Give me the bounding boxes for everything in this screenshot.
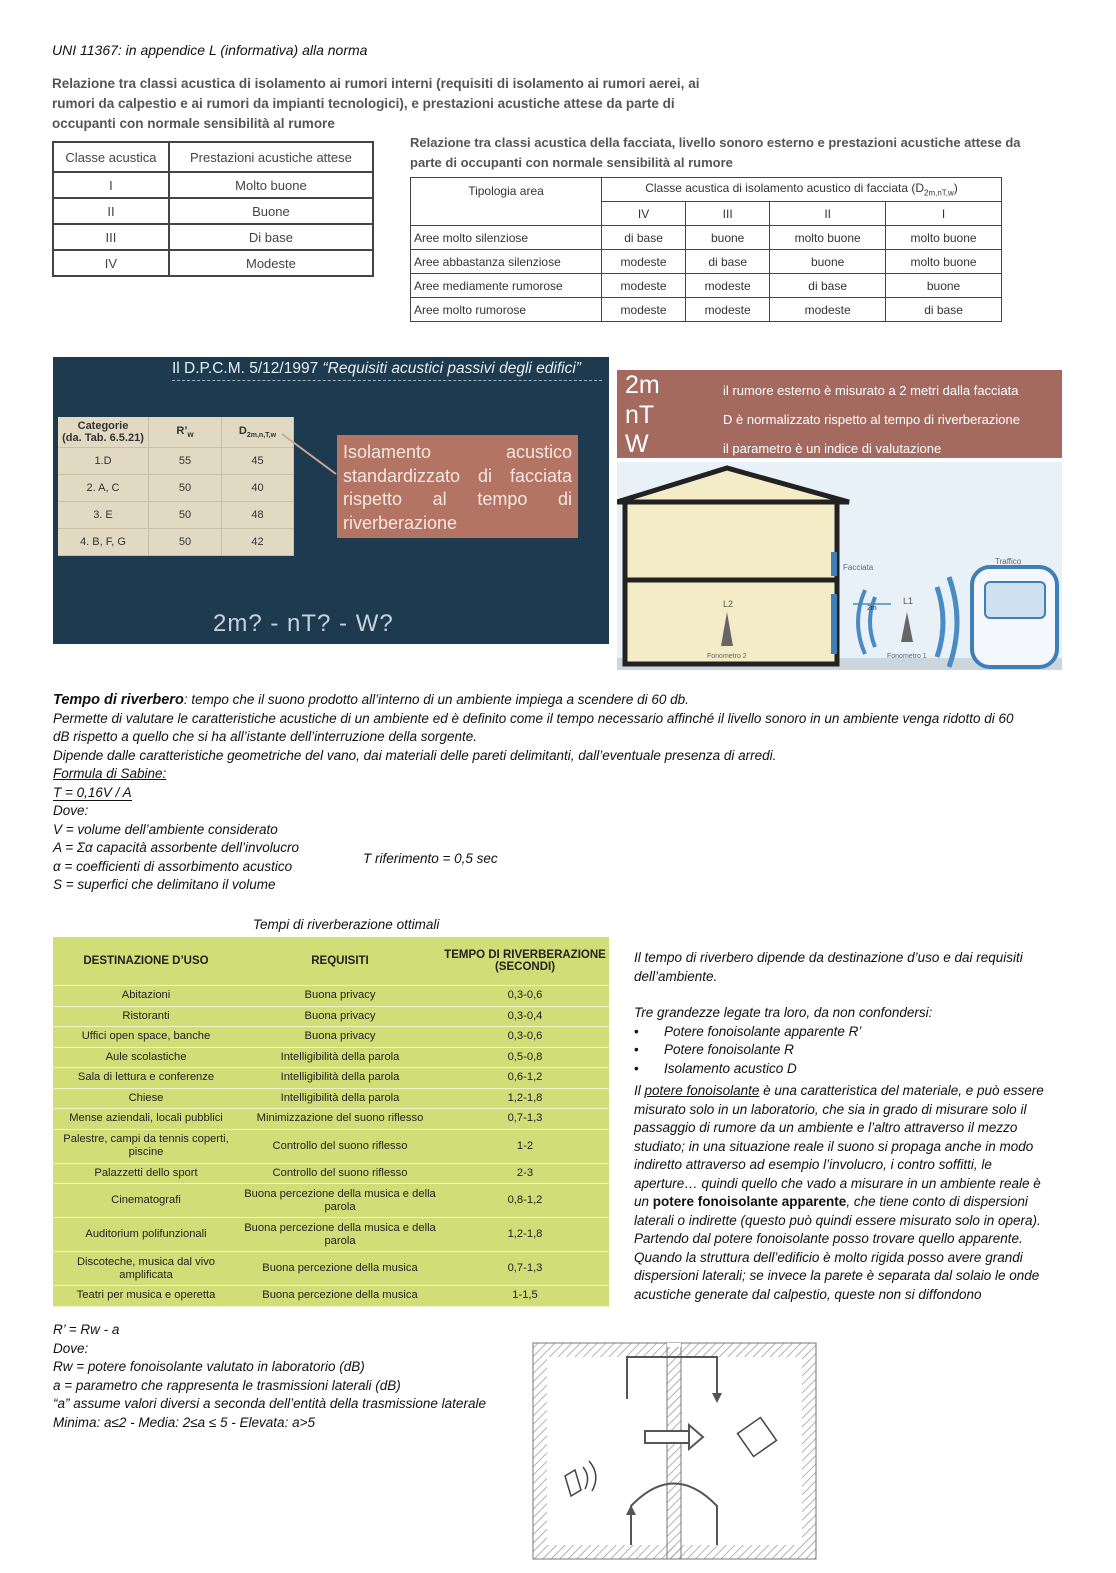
t-riferimento: T riferimento = 0,5 sec — [363, 851, 498, 866]
p3a: Il — [634, 1083, 645, 1098]
rw-header: R’ — [176, 424, 188, 437]
table-row — [53, 1163, 609, 1184]
table-cell: 0,3-0,6 — [441, 986, 609, 1007]
table-header-row — [411, 178, 1002, 202]
def-s: S = superfici che delimitano il volume — [53, 877, 276, 892]
facciata-label: Facciata — [843, 563, 874, 572]
rprime-dove: Dove: — [53, 1340, 89, 1356]
dpcm-title — [172, 360, 581, 378]
table-cell: 42 — [222, 529, 294, 556]
table-cell: modeste — [602, 274, 686, 298]
table-row — [58, 529, 294, 556]
table-cell: Controllo del suono riflesso — [239, 1129, 441, 1163]
table-cell: 2-3 — [441, 1163, 609, 1184]
p3c: , che tiene conto di dispersioni laterali o indirette (questo può quindi essere misurato solo in opera). — [634, 1194, 1041, 1228]
table-row — [53, 986, 609, 1007]
table-header: II — [770, 202, 886, 226]
legend-key-nt: nT — [625, 401, 655, 429]
list-item: • Isolamento acustico D — [634, 1060, 1054, 1079]
traffico-label: Traffico — [995, 557, 1022, 566]
rprime-a: a = parametro che rappresenta le trasmissioni laterali (dB) — [53, 1377, 401, 1393]
pointer-arrow-icon — [280, 430, 340, 480]
table-row — [53, 1129, 609, 1163]
table-cell: Cinematografi — [53, 1184, 239, 1218]
reverb-def: : tempo che il suono prodotto all’interno di un ambiente impiega a scendere di 60 db. — [183, 692, 689, 707]
table-cell: modeste — [602, 298, 686, 322]
table-cell: Aree abbastanza silenziose — [411, 250, 602, 274]
sabine-formula — [53, 784, 1063, 803]
table-cell: Teatri per musica e operetta — [53, 1286, 239, 1307]
window-upper — [831, 552, 837, 576]
reverb-definition — [53, 691, 1063, 895]
table-cell: molto buone — [886, 250, 1002, 274]
table-cell: Palestre, campi da tennis coperti, piscine — [53, 1129, 239, 1163]
table-row — [53, 1218, 609, 1252]
bus-window — [985, 582, 1045, 618]
table-cell: Molto buone — [169, 172, 373, 198]
sound-waves-right-icon — [937, 577, 957, 667]
d-header: D — [238, 424, 247, 437]
reverb-line-1 — [53, 691, 1063, 710]
table-header: Prestazioni acustiche attese — [169, 142, 373, 172]
header-note: UNI 11367: in appendice L (informativa) alla norma — [52, 42, 368, 58]
table-cell: II — [53, 198, 169, 224]
rw-header-sub: w — [187, 430, 194, 440]
table-cell: Intelligibilità della parola — [239, 1068, 441, 1089]
table-row — [53, 224, 373, 250]
optimal-caption: Tempi di riverberazione ottimali — [253, 917, 440, 932]
sound-waves-left-icon — [858, 590, 875, 654]
table-cell: 1,2-1,8 — [441, 1088, 609, 1109]
table-cell: 0,8-1,2 — [441, 1184, 609, 1218]
table-cell: Abitazioni — [53, 986, 239, 1007]
table-row — [411, 250, 1002, 274]
table-row — [53, 1088, 609, 1109]
table-cell: Intelligibilità della parola — [239, 1088, 441, 1109]
table-row — [53, 1286, 609, 1307]
p3u: potere fonoisolante — [644, 1083, 760, 1098]
list-item: • Potere fonoisolante apparente R’ — [634, 1023, 1054, 1042]
table-row — [411, 226, 1002, 250]
legend-value-w: il parametro è un indice di valutazione — [723, 441, 942, 456]
class-header-sub: 2m,nT,w — [924, 188, 954, 198]
table-cell: 50 — [149, 502, 222, 529]
table-cell: 0,6-1,2 — [441, 1068, 609, 1089]
fonometro-2-label: Fonometro 2 — [707, 653, 747, 660]
table-cell: Minimizzazione del suono riflesso — [239, 1109, 441, 1130]
table-cell: Discoteche, musica dal vivo amplificata — [53, 1252, 239, 1286]
d-header-sub: 2m,n,T,w — [246, 432, 277, 440]
table-header: TEMPO DI RIVERBERAZIONE (SECONDI) — [441, 937, 609, 986]
table-cell: molto buone — [770, 226, 886, 250]
legend-key-2m: 2m — [625, 371, 660, 399]
table-row — [53, 198, 373, 224]
table-cell: I — [53, 172, 169, 198]
table-header: IV — [602, 202, 686, 226]
table-header — [149, 417, 222, 448]
table-row — [58, 448, 294, 475]
table-cell: 0,7-1,3 — [441, 1252, 609, 1286]
table-header: Classe acustica — [53, 142, 169, 172]
legend-value-2m: il rumore esterno è misurato a 2 metri dalla facciata — [723, 383, 1019, 398]
table-header-row — [53, 142, 373, 172]
sabine-title: Formula di Sabine: — [53, 766, 167, 781]
facade-rel-title-line: parte di occupanti con normale sensibilità al rumore — [410, 155, 733, 170]
class-header-text: Classe acustica di isolamento acustico di facciata (D — [645, 181, 924, 196]
l2-label: L2 — [723, 599, 734, 609]
table-cell: 1.D — [58, 448, 149, 475]
list-item: • Potere fonoisolante R — [634, 1041, 1054, 1060]
dpcm-title-prefix: Il D.P.C.M. 5/12/1997 — [172, 360, 323, 377]
table-cell: 50 — [149, 529, 222, 556]
def-v: V = volume dell’ambiente considerato — [53, 821, 278, 837]
table-row — [58, 502, 294, 529]
fonometro-1-icon — [901, 612, 913, 642]
table-header: III — [686, 202, 770, 226]
table-row — [53, 250, 373, 276]
p3b: è una caratteristica del materiale, e può essere misurato solo in un laboratorio, che sia in grado di misurare solo il passaggio di rumore da un ambiente e l’altro attraverso il mezzo studiato; in una situazione reale il suono si propaga anche in modo indiretto attraverso ad esempio l’involucro, i contro soffitti, le aperture… quindi quello che vado a misurare in un ambiente reale è un — [634, 1083, 1044, 1209]
table-cell: di base — [886, 298, 1002, 322]
partition-wall — [667, 1343, 681, 1559]
right-p1: Il tempo di riverbero dipende da destinazione d’uso e dai requisiti dell’ambiente. — [634, 950, 1023, 984]
rprime-a3: Minima: a≤2 - Media: 2≤a ≤ 5 - Elevata: a>5 — [53, 1414, 315, 1430]
table-row — [53, 1252, 609, 1286]
table-cell: Modeste — [169, 250, 373, 276]
table-cell: Intelligibilità della parola — [239, 1047, 441, 1068]
rprime-formula: R’ = Rw - a — [53, 1322, 120, 1337]
legend-key-w: W — [625, 430, 649, 458]
table-cell: Buone — [169, 198, 373, 224]
table-cell: 1,2-1,8 — [441, 1218, 609, 1252]
table-cell: Aree molto silenziose — [411, 226, 602, 250]
internal-rel-title-line: Relazione tra classi acustica di isolamento ai rumori interni (requisiti di isolamento ai rumori aerei, ai — [52, 76, 700, 91]
table-cell: 1-1,5 — [441, 1286, 609, 1307]
reverb-line-2: Permette di valutare le caratteristiche acustiche di un ambiente ed è definito come il tempo necessario affinché il livello sonoro in un ambiente venga ridotto di 60 — [53, 710, 1014, 726]
spacer — [634, 986, 1054, 1004]
right-p4: Partendo dal potere fonoisolante posso trovare quello apparente. Quando la struttura dell’edificio è molto rigida posso avere grandi dispersioni laterali; se invece la parete è separata dal solaio le onde acustiche generate dal calpestio, queste non si diffondono — [634, 1231, 1040, 1302]
table-cell: 2. A, C — [58, 475, 149, 502]
internal-rel-title-line: rumori da calpestio e ai rumori da impianti tecnologici), e prestazioni acustiche attese da parte di — [52, 96, 675, 111]
table-row — [411, 298, 1002, 322]
table-header-class — [602, 178, 1002, 202]
right-column-text — [634, 949, 1054, 1304]
distance-label: 2m — [867, 605, 877, 612]
def-alpha: α = coefficienti di assorbimento acustico — [53, 858, 293, 874]
sabine-formula-text: T = 0,16V / A — [53, 784, 132, 800]
table-header — [58, 417, 149, 448]
dove-label: Dove: — [53, 803, 89, 818]
table-cell: IV — [53, 250, 169, 276]
table-cell: buone — [686, 226, 770, 250]
table-header-row — [53, 937, 609, 986]
table-cell: Buona percezione della musica e della parola — [239, 1184, 441, 1218]
table-cell: modeste — [770, 298, 886, 322]
def-a: A = Σα capacità assorbente dell’involucro — [53, 840, 300, 855]
table-cell: Buona percezione della musica — [239, 1286, 441, 1307]
rprime-rw: Rw = potere fonoisolante valutato in laboratorio (dB) — [53, 1359, 365, 1374]
table-cell: molto buone — [886, 226, 1002, 250]
table-cell: buone — [770, 250, 886, 274]
table-cell: 50 — [149, 475, 222, 502]
table-cell: modeste — [686, 274, 770, 298]
partition-gap — [667, 1343, 681, 1347]
table-header: DESTINAZIONE D’USO — [53, 937, 239, 986]
table-cell: Di base — [169, 224, 373, 250]
internal-rel-title-line: occupanti con normale sensibilità al rumore — [52, 116, 335, 131]
rprime-block — [53, 1321, 523, 1432]
plan-svg — [531, 1341, 818, 1561]
facade-rel-title-line: Relazione tra classi acustica della facciata, livello sonoro esterno e prestazioni acustiche attese da — [410, 135, 1021, 150]
table-row — [53, 1184, 609, 1218]
facade-class-table — [410, 177, 1002, 322]
table-cell: Controllo del suono riflesso — [239, 1163, 441, 1184]
table-cell: di base — [770, 274, 886, 298]
right-p2: Tre grandezze legate tra loro, da non confondersi: — [634, 1005, 933, 1020]
table-cell: III — [53, 224, 169, 250]
house-roof — [617, 468, 849, 502]
table-cell: 3. E — [58, 502, 149, 529]
facade-measurement-illustration — [617, 462, 1062, 670]
table-cell: Buona privacy — [239, 1027, 441, 1048]
cat-header-2: (da. Tab. 6.5.21) — [62, 432, 144, 444]
table-cell: 0,3-0,6 — [441, 1027, 609, 1048]
dpcm-divider — [172, 380, 602, 381]
table-cell: 4. B, F, G — [58, 529, 149, 556]
facade-rel-title — [410, 133, 1021, 173]
table-row — [58, 475, 294, 502]
legend-banner — [617, 370, 1062, 458]
table-cell: Aree molto rumorose — [411, 298, 602, 322]
window-lower — [831, 594, 837, 654]
table-cell: 0,7-1,3 — [441, 1109, 609, 1130]
optimal-reverb-table — [53, 937, 609, 1307]
table-header-row — [58, 417, 294, 448]
cat-header-1: Categorie — [77, 420, 129, 432]
table-cell: 0,5-0,8 — [441, 1047, 609, 1068]
table-cell: 1-2 — [441, 1129, 609, 1163]
table-cell: 0,3-0,4 — [441, 1006, 609, 1027]
facade-scene-svg — [617, 462, 1062, 670]
table-cell: Aule scolastiche — [53, 1047, 239, 1068]
table-cell: Chiese — [53, 1088, 239, 1109]
table-row — [53, 1109, 609, 1130]
table-cell: Palazzetti dello sport — [53, 1163, 239, 1184]
table-cell: modeste — [686, 298, 770, 322]
table-cell: 55 — [149, 448, 222, 475]
table-header: I — [886, 202, 1002, 226]
table-row — [53, 1027, 609, 1048]
right-p3 — [634, 1082, 1054, 1230]
table-cell: modeste — [602, 250, 686, 274]
table-cell: Sala di lettura e conferenze — [53, 1068, 239, 1089]
table-header: REQUISITI — [239, 937, 441, 986]
table-cell: 45 — [222, 448, 294, 475]
l1-label: L1 — [903, 596, 914, 606]
lateral-transmission-illustration — [531, 1341, 818, 1561]
table-cell: di base — [602, 226, 686, 250]
table-cell: Mense aziendali, locali pubblici — [53, 1109, 239, 1130]
reverb-line-4: Dipende dalle caratteristiche geometriche del vano, dai materiali delle pareti delimitanti, dall’eventuale presenza di arredi. — [53, 747, 777, 763]
internal-class-table — [52, 141, 374, 277]
table-row — [411, 274, 1002, 298]
reverb-line-3: dB rispetto a quello che si ha all’istante dell’interruzione della sorgente. — [53, 729, 478, 744]
table-cell: di base — [686, 250, 770, 274]
class-header-end: ) — [953, 181, 958, 196]
table-cell: 40 — [222, 475, 294, 502]
table-cell: Uffici open space, banche — [53, 1027, 239, 1048]
table-cell: Ristoranti — [53, 1006, 239, 1027]
table-cell: Buona privacy — [239, 1006, 441, 1027]
table-row — [53, 1006, 609, 1027]
direct-path-arrow — [645, 1431, 689, 1443]
table-header: Tipologia area — [411, 178, 602, 226]
table-cell: buone — [886, 274, 1002, 298]
fonometro-1-label: Fonometro 1 — [887, 653, 927, 660]
table-row — [53, 1047, 609, 1068]
table-cell: Buona percezione della musica e della parola — [239, 1218, 441, 1252]
table-cell: Buona privacy — [239, 986, 441, 1007]
dpcm-questions: 2m? - nT? - W? — [213, 610, 394, 637]
reverb-term: Tempo di riverbero — [53, 692, 184, 708]
legend-value-nt: D è normalizzato rispetto al tempo di riverberazione — [723, 412, 1020, 427]
quantities-list — [634, 1023, 1054, 1079]
dpcm-title-quote: “Requisiti acustici passivi degli edifici” — [322, 360, 581, 377]
table-row — [53, 1068, 609, 1089]
p3bold: potere fonoisolante apparente — [652, 1194, 847, 1209]
table-cell: 48 — [222, 502, 294, 529]
table-row — [53, 172, 373, 198]
table-cell: Auditorium polifunzionali — [53, 1218, 239, 1252]
table-cell: Aree mediamente rumorose — [411, 274, 602, 298]
dpcm-table — [58, 417, 294, 556]
internal-rel-title — [52, 74, 699, 134]
isolamento-callout: Isolamento acustico standardizzato di facciata rispetto al tempo di riverberazione — [337, 435, 578, 538]
rprime-a2: “a” assume valori diversi a seconda dell’entità della trasmissione laterale — [53, 1396, 486, 1411]
table-cell: Buona percezione della musica — [239, 1252, 441, 1286]
